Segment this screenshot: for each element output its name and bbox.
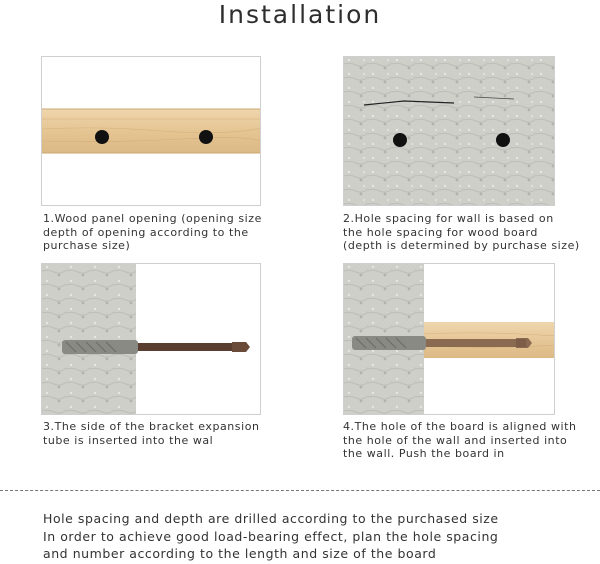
note-line: In order to achieve good load-bearing effect, plan the hole spacing [43,528,499,544]
step-1-illustration [41,56,261,206]
footer-note [43,510,499,563]
caption-line: (depth is determined by purchase size) [343,239,580,252]
page-title: Installation [218,0,382,29]
step-3-illustration [41,263,261,415]
caption-line: the wall. Push the board in [343,447,505,460]
wood-board [42,109,261,153]
step-1-caption [43,212,262,253]
expansion-tube [62,340,138,354]
hole-icon [393,133,407,147]
step-4-illustration [343,263,555,415]
board-install-drawing [344,264,555,415]
concrete-wall [344,57,555,206]
step-4-caption [343,420,577,461]
hole-icon [199,130,213,144]
bracket-rod [426,339,526,347]
bracket-rod [138,343,246,351]
caption-line: tube is inserted into the wal [43,433,214,447]
hole-icon [95,130,109,144]
concrete-wall-drawing [344,57,555,206]
dashed-divider [0,490,600,491]
hole-icon [496,133,510,147]
caption-line: 3.The side of the bracket expansion [43,420,260,433]
bracket-insert-drawing [42,264,261,415]
concrete-wall [42,264,136,415]
step-3-caption [43,420,260,447]
note-line: and number according to the length and size of the board [43,546,437,561]
expansion-tube [352,336,426,350]
caption-line: 2.Hole spacing for wall is based on [343,212,554,225]
caption-line: the hole of the wall and inserted into [343,433,568,447]
note-line: Hole spacing and depth are drilled according to the purchased size [43,511,499,526]
wood-board-drawing [42,57,261,206]
caption-line: depth of opening according to the [43,225,249,239]
caption-line: the hole spacing for wood board [343,225,538,239]
caption-line: purchase size) [43,239,131,252]
step-2-illustration [343,56,555,206]
caption-line: 4.The hole of the board is aligned with [343,420,577,433]
step-2-caption [343,212,580,253]
caption-line: 1.Wood panel opening (opening size [43,212,262,225]
